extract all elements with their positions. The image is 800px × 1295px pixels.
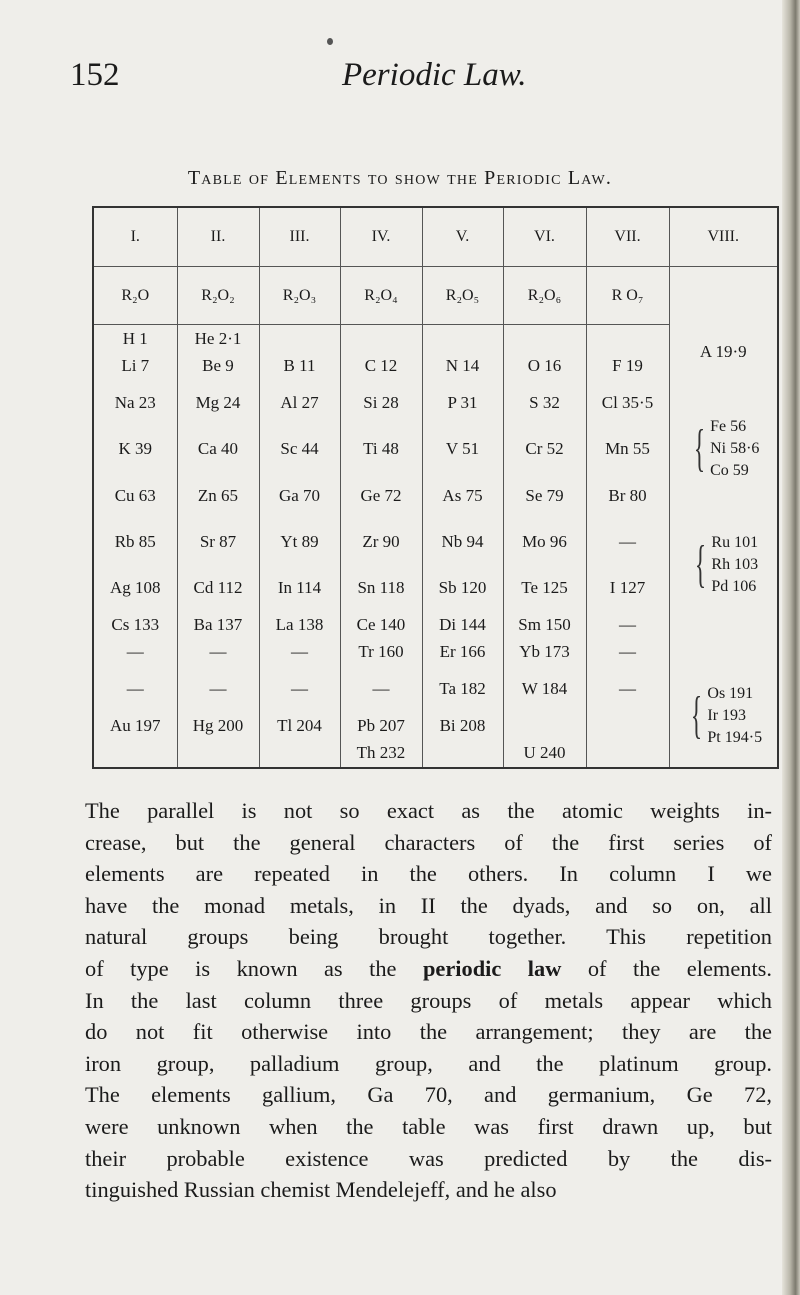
- oxide-formula: R₂O: [93, 266, 177, 325]
- element-cell: [503, 712, 586, 739]
- element-cell: Ba 137: [177, 611, 259, 638]
- oxide-formula: R₂O₆: [503, 266, 586, 325]
- group-viii-argon: A 19·9: [669, 325, 778, 380]
- group-member: Ir 193: [707, 707, 747, 725]
- page-header: [0, 57, 800, 107]
- text-line: do not fit otherwise into the arrangement; they are the: [85, 1019, 772, 1045]
- element-cell: Ca 40: [177, 426, 259, 472]
- group-member: Pd 106: [711, 578, 757, 596]
- element-cell: Al 27: [259, 380, 340, 426]
- group-viii-palladium-group: [669, 519, 778, 612]
- text-fragment: of type is known as the: [85, 955, 423, 981]
- element-group: [684, 683, 762, 749]
- element-cell: —: [126, 678, 144, 698]
- oxide-formula: R₂O₃: [259, 266, 340, 325]
- group-header-row: [93, 207, 778, 266]
- element-cell: [422, 325, 503, 353]
- page-edge-shadow: [782, 0, 800, 1295]
- text-line: elements are repeated in the others. In column I we: [85, 861, 772, 887]
- group-member: Pt 194·5: [707, 729, 763, 747]
- element-cell: [586, 325, 669, 353]
- element-cell: Zr 90: [340, 519, 422, 565]
- page-number: 152: [70, 57, 120, 93]
- element-cell: B 11: [259, 353, 340, 380]
- group-member: Ni 58·6: [710, 440, 760, 458]
- element-cell: Sm 150: [503, 611, 586, 638]
- element-cell: P 31: [422, 380, 503, 426]
- element-cell: —: [259, 666, 340, 712]
- element-cell: [259, 739, 340, 768]
- text-line: The elements gallium, Ga 70, and germanium, Ge 72,: [85, 1082, 772, 1108]
- key-term: periodic law: [422, 955, 562, 981]
- element-cell: Sc 44: [259, 426, 340, 472]
- text-line: [85, 953, 772, 985]
- element-cell: Be 9: [177, 353, 259, 380]
- element-cell: —: [340, 666, 422, 712]
- element-cell: Er 166: [422, 639, 503, 666]
- element-row: [93, 666, 778, 712]
- element-cell: —: [586, 639, 669, 666]
- text-line: natural groups being brought together. This repetition: [85, 924, 772, 950]
- element-cell: —: [177, 666, 259, 712]
- element-cell: Hg 200: [177, 712, 259, 739]
- oxide-formula: R₂O₅: [422, 266, 503, 325]
- element-cell: Rb 85: [114, 531, 156, 551]
- group-member: Rh 103: [711, 556, 759, 574]
- element-cell: Cr 52: [503, 426, 586, 472]
- text-line: iron group, palladium group, and the platinum group.: [85, 1050, 772, 1076]
- ink-dot: [327, 38, 333, 45]
- element-cell: [586, 712, 669, 739]
- group-header: III.: [259, 207, 340, 266]
- text-line: The parallel is not so exact as the atomic weights in-: [85, 798, 772, 823]
- element-cell: Ge 72: [340, 472, 422, 518]
- element-cell: Tl 204: [259, 712, 340, 739]
- element-cell: As 75: [422, 472, 503, 518]
- oxide-formula-row: [93, 266, 778, 325]
- element-cell: F 19: [586, 353, 669, 380]
- group-viii-empty: [669, 611, 778, 665]
- element-cell: [340, 325, 422, 353]
- element-cell: S 32: [503, 380, 586, 426]
- group-header: V.: [422, 207, 503, 266]
- element-cell: Li 7: [121, 356, 150, 376]
- element-cell: —: [586, 519, 669, 565]
- element-cell: Ce 140: [340, 611, 422, 638]
- oxide-formula: R₂O₂: [177, 266, 259, 325]
- element-cell: Te 125: [503, 565, 586, 611]
- group-members: [710, 416, 759, 482]
- group-member: Ru 101: [711, 534, 759, 552]
- element-cell: Zn 65: [177, 472, 259, 518]
- element-cell: [259, 325, 340, 353]
- body-paragraph: [85, 795, 772, 1206]
- element-cell: Bi 208: [422, 712, 503, 739]
- element-cell: I 127: [586, 565, 669, 611]
- periodic-table: [92, 206, 779, 769]
- group-member: Os 191: [707, 685, 754, 703]
- table-caption: Table of Elements to show the Periodic Law.: [187, 167, 613, 189]
- element-cell: Br 80: [586, 472, 669, 518]
- oxide-formula: [669, 266, 778, 325]
- element-cell: V 51: [422, 426, 503, 472]
- group-header: IV.: [340, 207, 422, 266]
- element-cell: —: [126, 642, 144, 662]
- element-cell: —: [177, 639, 259, 666]
- group-viii-platinum-group: [669, 666, 778, 768]
- element-cell: In 114: [259, 565, 340, 611]
- element-cell: O 16: [503, 353, 586, 380]
- element-cell: Cu 63: [114, 485, 156, 505]
- element-cell: N 14: [422, 353, 503, 380]
- element-row: [93, 611, 778, 638]
- element-cell: Ti 48: [340, 426, 422, 472]
- element-cell: Mg 24: [177, 380, 259, 426]
- element-cell: —: [586, 611, 669, 638]
- element-cell: U 240: [503, 739, 586, 768]
- element-cell: Cs 133: [111, 614, 160, 634]
- element-cell: K 39: [118, 439, 153, 459]
- element-cell: W 184: [503, 666, 586, 712]
- element-cell: Ag 108: [109, 578, 161, 598]
- group-header: VI.: [503, 207, 586, 266]
- element-cell: Yt 89: [259, 519, 340, 565]
- element-cell: Sr 87: [177, 519, 259, 565]
- text-line: crease, but the general characters of the first series of: [85, 829, 772, 855]
- element-cell: [586, 739, 669, 768]
- element-cell: Ga 70: [259, 472, 340, 518]
- text-fragment: of the elements.: [561, 955, 772, 981]
- group-member: Fe 56: [710, 418, 747, 436]
- element-cell: [177, 739, 259, 768]
- group-members: [707, 683, 762, 749]
- element-cell: Yb 173: [503, 639, 586, 666]
- element-cell: La 138: [259, 611, 340, 638]
- running-title: Periodic Law.: [342, 57, 527, 93]
- text-line: have the monad metals, in II the dyads, and so on, all: [85, 892, 772, 918]
- element-cell: Ta 182: [422, 666, 503, 712]
- oxide-formula: R₂O₄: [340, 266, 422, 325]
- element-cell: He 2·1: [177, 325, 259, 353]
- element-cell: H 1: [122, 328, 148, 348]
- text-line: were unknown when the table was first drawn up, but: [85, 1113, 772, 1139]
- brace-icon: {: [693, 420, 706, 478]
- element-row: [93, 380, 778, 426]
- element-cell: Mn 55: [586, 426, 669, 472]
- element-cell: Sn 118: [340, 565, 422, 611]
- element-cell: —: [586, 666, 669, 712]
- element-cell: C 12: [340, 353, 422, 380]
- group-header: VII.: [586, 207, 669, 266]
- text-line: tinguished Russian chemist Mendelejeff, and he also: [85, 1177, 557, 1203]
- group-header: II.: [177, 207, 259, 266]
- text-line: their probable existence was predicted by the dis-: [85, 1145, 772, 1171]
- group-header: VIII.: [669, 207, 778, 266]
- element-cell: Sb 120: [422, 565, 503, 611]
- element-cell: Th 232: [340, 739, 422, 768]
- brace-icon: {: [695, 536, 707, 594]
- element-row: [93, 325, 778, 353]
- element-group: [687, 416, 759, 482]
- element-cell: Mo 96: [503, 519, 586, 565]
- element-cell: Na 23: [114, 393, 156, 413]
- group-viii-iron-group: [669, 380, 778, 519]
- element-cell: [93, 739, 177, 768]
- element-cell: Se 79: [503, 472, 586, 518]
- group-header: I.: [93, 207, 177, 266]
- element-cell: Si 28: [340, 380, 422, 426]
- element-cell: Cl 35·5: [586, 380, 669, 426]
- element-cell: Pb 207: [340, 712, 422, 739]
- element-cell: —: [259, 639, 340, 666]
- element-cell: Tr 160: [340, 639, 422, 666]
- brace-icon: {: [691, 687, 703, 745]
- element-cell: Di 144: [422, 611, 503, 638]
- group-member: Co 59: [710, 462, 749, 480]
- element-cell: [422, 739, 503, 768]
- element-cell: [503, 325, 586, 353]
- element-group: [688, 532, 758, 598]
- element-row: [93, 519, 778, 565]
- element-cell: Au 197: [109, 715, 161, 735]
- oxide-formula: R O₇: [586, 266, 669, 325]
- group-members: [711, 532, 758, 598]
- element-cell: Cd 112: [177, 565, 259, 611]
- element-cell: Nb 94: [422, 519, 503, 565]
- text-line: In the last column three groups of metals appear which: [85, 987, 772, 1013]
